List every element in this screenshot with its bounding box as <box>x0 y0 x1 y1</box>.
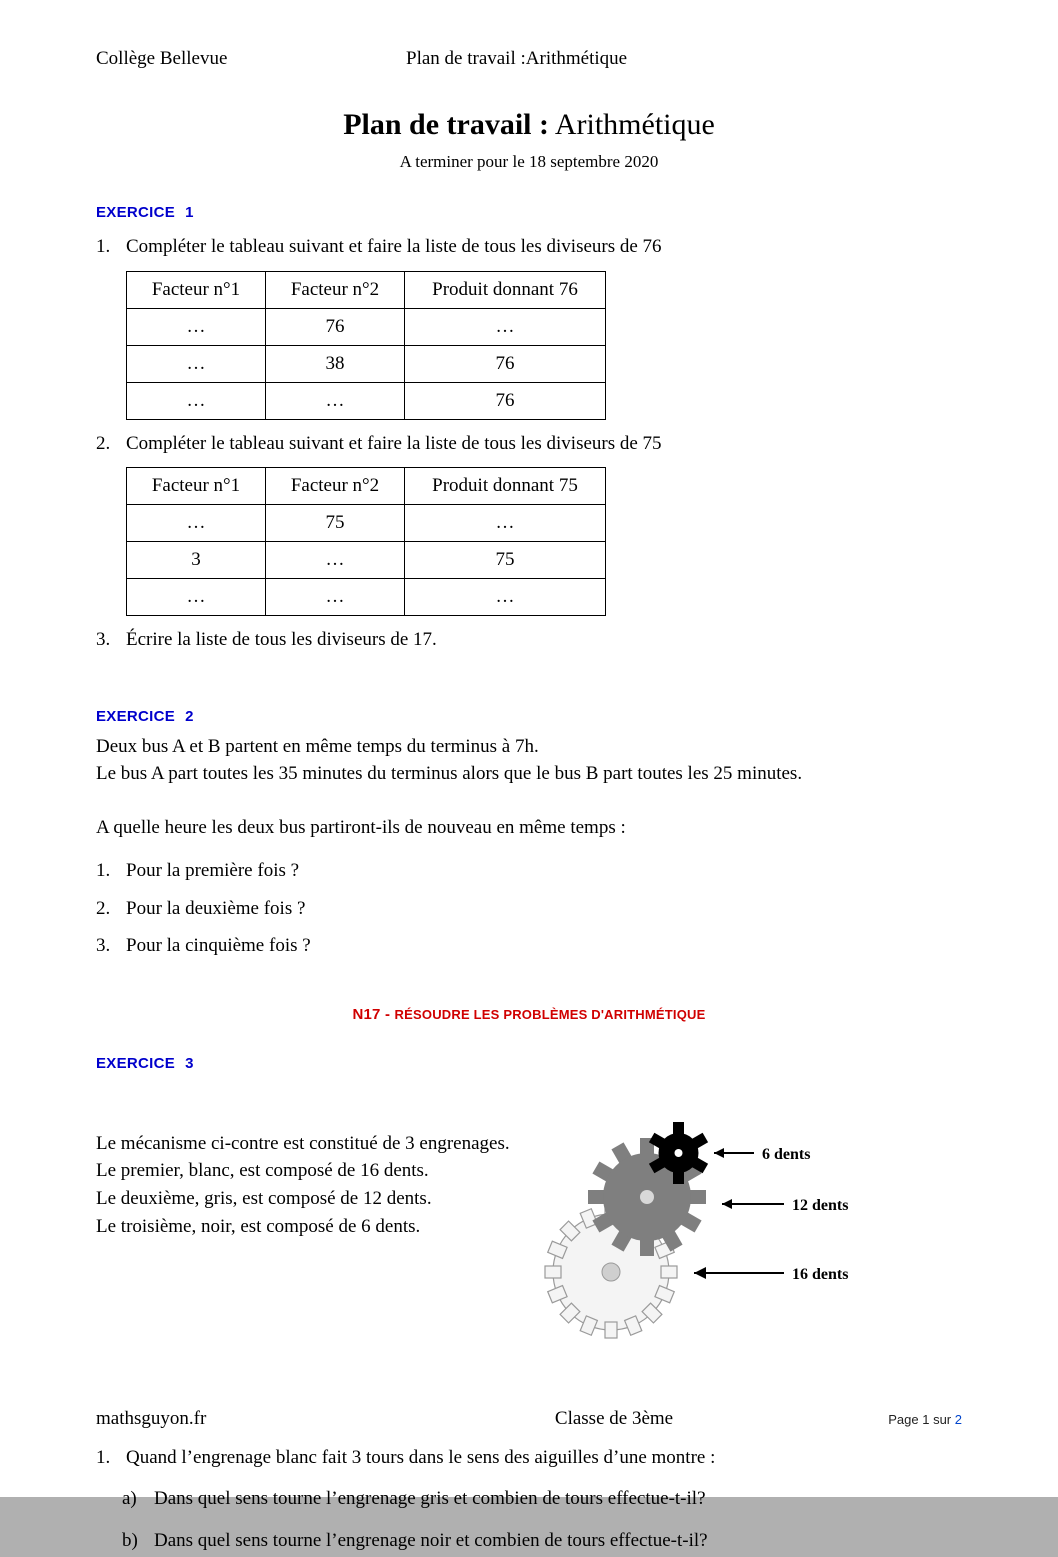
table-cell: 76 <box>405 382 606 419</box>
exercise-3-subquestion-b <box>122 1527 962 1555</box>
competency-code: N17 - <box>352 1005 395 1023</box>
question-text: Dans quel sens tourne l’engrenage noir et combien de tours effectue-t-il? <box>154 1530 708 1552</box>
table-row <box>127 308 606 345</box>
table-cell: … <box>405 579 606 616</box>
table-cell: … <box>405 505 606 542</box>
table-cell: … <box>266 579 405 616</box>
table-cell: 38 <box>266 345 405 382</box>
exercise-3-line-1: Le mécanisme ci-contre est constitué de 3 engrenages. <box>96 1132 510 1154</box>
exercise-2-item-1 <box>96 857 962 885</box>
table-cell: … <box>266 542 405 579</box>
exercise-2-item-2 <box>96 895 962 923</box>
page-title <box>96 108 962 142</box>
table-row <box>127 542 606 579</box>
table-cell: … <box>405 308 606 345</box>
exercise-3-question-1 <box>96 1444 962 1472</box>
list-marker: 2. <box>96 432 111 454</box>
table-cell: 75 <box>266 505 405 542</box>
page-title-rest: Arithmétique <box>549 108 715 141</box>
list-marker: a) <box>122 1488 137 1510</box>
callout-arrows <box>694 1148 784 1279</box>
exercise-3-heading <box>96 1055 962 1072</box>
table-cell: 76 <box>405 345 606 382</box>
competency-text: RÉSOUDRE LES PROBLÈMES D'ARITHMÉTIQUE <box>394 1006 706 1022</box>
exercise-3-description <box>96 1130 566 1240</box>
table-row <box>127 382 606 419</box>
exercise-3-line-4: Le troisième, noir, est composé de 6 dents. <box>96 1215 421 1237</box>
exercise-2-line-1: Deux bus A et B partent en même temps du terminus à 7h. <box>96 735 539 757</box>
exercise-3-figure-row <box>96 1130 962 1360</box>
list-marker: b) <box>122 1530 138 1552</box>
question-text: Pour la première fois ? <box>126 860 300 882</box>
page-footer <box>96 1408 962 1430</box>
divisors-table-75 <box>126 467 606 616</box>
list-marker: 1. <box>96 860 111 882</box>
table-header-row <box>127 468 606 505</box>
footer-page-number <box>792 1412 962 1427</box>
table-cell: … <box>127 382 266 419</box>
table-cell: … <box>127 505 266 542</box>
question-text: Compléter le tableau suivant et faire la liste de tous les diviseurs de 75 <box>126 432 662 454</box>
table-header-cell: Facteur n°2 <box>266 271 405 308</box>
table-cell: … <box>127 579 266 616</box>
page-header <box>96 48 962 70</box>
exercise-3-line-3: Le deuxième, gris, est composé de 12 dents. <box>96 1188 432 1210</box>
table-header-cell: Produit donnant 75 <box>405 468 606 505</box>
table-row <box>127 505 606 542</box>
list-marker: 1. <box>96 1446 111 1468</box>
question-text: Dans quel sens tourne l’engrenage gris et combien de tours effectue-t-il? <box>154 1488 706 1510</box>
exercise-1-question-2 <box>96 430 962 458</box>
page-content <box>96 48 962 1557</box>
table-row <box>127 579 606 616</box>
table-header-cell: Facteur n°2 <box>266 468 405 505</box>
label-6-dents: 6 dents <box>762 1145 811 1163</box>
exercise-1-label: EXERCICE <box>96 204 176 221</box>
competency-banner <box>96 1006 962 1023</box>
table-cell: … <box>127 345 266 382</box>
question-text: Compléter le tableau suivant et faire la liste de tous les diviseurs de 76 <box>126 236 662 257</box>
gear-mechanism-figure <box>516 1120 956 1350</box>
table-header-cell: Facteur n°1 <box>127 271 266 308</box>
divisors-table-76 <box>126 271 606 420</box>
exercise-1-question-1 <box>96 233 962 261</box>
exercise-1-heading <box>96 204 962 221</box>
exercise-3-number: 3 <box>185 1054 194 1072</box>
title-block <box>96 108 962 172</box>
footer-page-total: 2 <box>954 1412 962 1427</box>
footer-page-prefix: Page 1 sur <box>888 1412 955 1427</box>
label-12-dents: 12 dents <box>792 1196 849 1214</box>
exercise-1-question-3 <box>96 626 962 654</box>
question-text: Pour la cinquième fois ? <box>126 935 311 957</box>
table-cell: 75 <box>405 542 606 579</box>
table-cell: … <box>266 382 405 419</box>
exercise-3-subquestion-a <box>122 1485 962 1513</box>
table-cell: 3 <box>127 542 266 579</box>
exercise-3-line-2: Le premier, blanc, est composé de 16 dents. <box>96 1160 429 1182</box>
list-marker: 3. <box>96 629 111 651</box>
table-header-cell: Produit donnant 76 <box>405 271 606 308</box>
exercise-2-label: EXERCICE <box>96 707 176 725</box>
header-document-title: Plan de travail :Arithmétique <box>406 48 628 69</box>
exercise-2-heading <box>96 708 962 725</box>
page-subtitle: A terminer pour le 18 septembre 2020 <box>399 152 659 171</box>
list-marker: 2. <box>96 897 111 919</box>
list-marker: 1. <box>96 236 111 257</box>
footer-class: Classe de 3ème <box>554 1408 674 1429</box>
question-text: Quand l’engrenage blanc fait 3 tours dans le sens des aiguilles d’une montre : <box>126 1446 716 1468</box>
table-header-row <box>127 271 606 308</box>
header-school-name: Collège Bellevue <box>96 48 228 69</box>
question-text: Pour la deuxième fois ? <box>126 897 306 919</box>
exercise-3-label: EXERCICE <box>96 1054 176 1072</box>
table-cell: 76 <box>266 308 405 345</box>
exercise-2-line-3: A quelle heure les deux bus partiront-ils de nouveau en même temps : <box>96 816 626 838</box>
page-title-bold: Plan de travail : <box>343 108 549 141</box>
table-row <box>127 345 606 382</box>
question-text: Écrire la liste de tous les diviseurs de 17. <box>126 629 437 651</box>
label-16-dents: 16 dents <box>792 1265 849 1283</box>
list-marker: 3. <box>96 935 111 957</box>
exercise-1-number: 1 <box>185 204 194 221</box>
exercise-2-number: 2 <box>185 707 194 725</box>
exercise-2-line-2: Le bus A part toutes les 35 minutes du terminus alors que le bus B part toutes les 25 minutes. <box>96 763 803 785</box>
gear-diagram-svg <box>516 1120 956 1350</box>
footer-website: mathsguyon.fr <box>96 1408 207 1429</box>
table-cell: … <box>127 308 266 345</box>
table-header-cell: Facteur n°1 <box>127 468 266 505</box>
exercise-2-item-3 <box>96 932 962 960</box>
